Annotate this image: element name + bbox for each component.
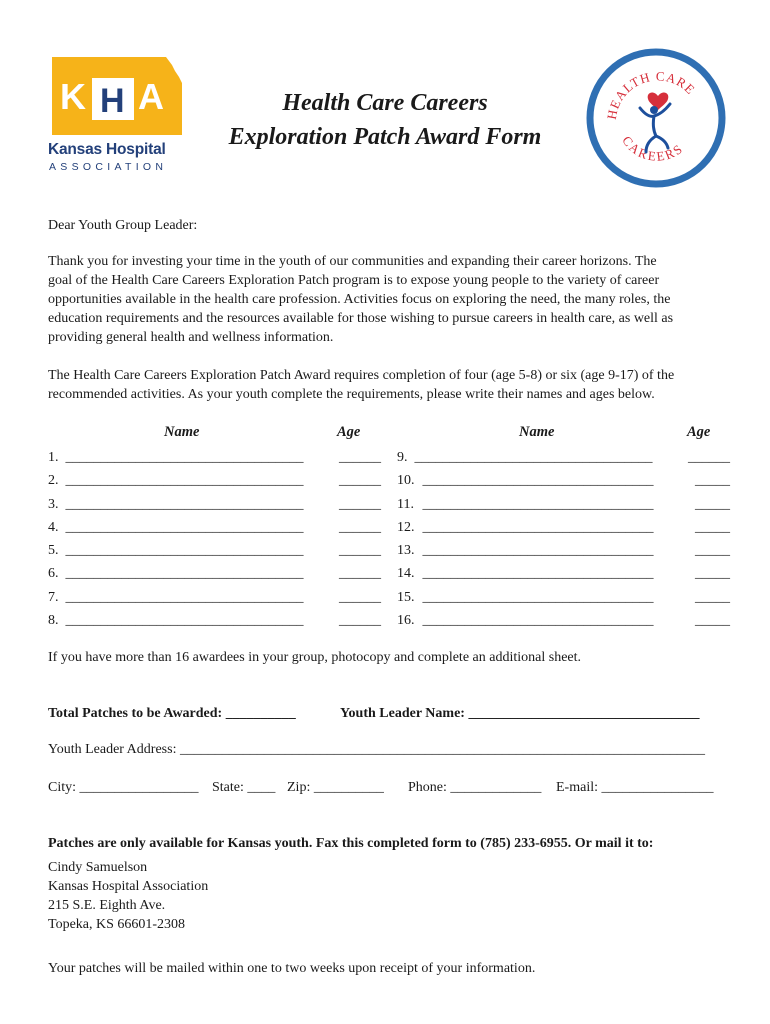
- row-number: 10.: [397, 473, 415, 489]
- row-number: 2.: [48, 473, 59, 489]
- age-blank[interactable]: ______: [339, 613, 381, 629]
- email-field[interactable]: E-mail: ________________: [556, 780, 714, 795]
- seal-bottom-text: CAREERS: [619, 133, 687, 164]
- row-number: 15.: [397, 589, 415, 605]
- name-blank[interactable]: _________________________________: [422, 566, 654, 582]
- age-header-left: Age: [337, 424, 361, 440]
- name-blank[interactable]: _________________________________: [422, 589, 654, 605]
- paragraph-2: [48, 366, 738, 404]
- awardee-row[interactable]: [48, 566, 381, 589]
- row-number: 3.: [48, 496, 59, 512]
- paragraph-1-line: education requirements and the resources available for those wishing to pursue careers in health care, as well as: [48, 311, 674, 326]
- name-blank[interactable]: _________________________________: [422, 519, 654, 535]
- name-blank[interactable]: _________________________________: [422, 613, 654, 629]
- salutation: Dear Youth Group Leader:: [48, 218, 198, 233]
- name-blank[interactable]: _________________________________: [422, 496, 654, 512]
- age-blank[interactable]: ______: [339, 566, 381, 582]
- row-number: 6.: [48, 566, 59, 582]
- name-blank[interactable]: __________________________________: [65, 496, 304, 512]
- zip-field[interactable]: Zip: __________: [287, 780, 384, 795]
- mailing-address-line: 215 S.E. Eighth Ave.: [48, 898, 166, 913]
- awardee-row[interactable]: [397, 590, 730, 613]
- awardee-row[interactable]: [397, 497, 730, 520]
- age-blank[interactable]: ______: [339, 589, 381, 605]
- row-number: 11.: [397, 496, 414, 512]
- age-blank[interactable]: _____: [695, 543, 730, 559]
- youth-leader-address-field[interactable]: Youth Leader Address: ___________________________________________________________________________: [48, 742, 705, 757]
- age-blank[interactable]: _____: [695, 566, 730, 582]
- name-blank[interactable]: __________________________________: [65, 543, 304, 559]
- awardee-row[interactable]: [48, 543, 381, 566]
- paragraph-1-line: goal of the Health Care Careers Exploration Patch program is to expose young people to the variety of career: [48, 273, 660, 288]
- paragraph-1-line: opportunities available in the health care profession. Activities focus on exploring the need, the many roles, the: [48, 292, 671, 307]
- health-care-careers-seal: [586, 48, 726, 188]
- title-line-2: Exploration Patch Award Form: [228, 124, 542, 150]
- health-care-careers-seal-icon: [586, 48, 726, 188]
- row-number: 12.: [397, 519, 415, 535]
- state-field[interactable]: State: ____: [212, 780, 276, 795]
- row-number: 4.: [48, 519, 59, 535]
- awardee-row[interactable]: [397, 473, 730, 496]
- paragraph-1-line: Thank you for investing your time in the youth of our communities and expanding their career horizons. The: [48, 254, 657, 269]
- awardee-list-left: [48, 450, 381, 636]
- row-number: 14.: [397, 566, 415, 582]
- awardee-row[interactable]: [48, 520, 381, 543]
- age-blank[interactable]: _____: [695, 496, 730, 512]
- name-blank[interactable]: __________________________________: [65, 589, 304, 605]
- mailing-notice: Patches are only available for Kansas youth. Fax this completed form to (785) 233-6955. Or mail it to:: [48, 836, 654, 851]
- name-blank[interactable]: __________________________________: [65, 519, 304, 535]
- paragraph-1: [48, 252, 738, 347]
- name-header-right: Name: [519, 424, 555, 440]
- row-number: 16.: [397, 613, 415, 629]
- awardee-row[interactable]: [48, 613, 381, 636]
- row-number: 7.: [48, 589, 59, 605]
- kansas-state-logo-icon: [48, 55, 188, 139]
- phone-field[interactable]: Phone: _____________: [408, 780, 542, 795]
- age-blank[interactable]: ______: [339, 543, 381, 559]
- awardee-row[interactable]: [397, 566, 730, 589]
- svg-text:K: K: [60, 76, 86, 117]
- age-blank[interactable]: ______: [339, 450, 381, 465]
- kha-logo: [48, 55, 188, 177]
- closing-note: Your patches will be mailed within one to two weeks upon receipt of your information.: [48, 961, 536, 976]
- svg-text:A: A: [138, 76, 164, 117]
- row-number: 13.: [397, 543, 415, 559]
- age-blank[interactable]: _____: [695, 613, 730, 629]
- awardee-row[interactable]: [397, 450, 730, 473]
- row-number: 1.: [48, 450, 59, 465]
- age-blank[interactable]: ______: [339, 519, 381, 535]
- age-blank[interactable]: ______: [339, 496, 381, 512]
- name-blank[interactable]: __________________________________: [414, 450, 653, 465]
- row-number: 8.: [48, 613, 59, 629]
- total-patches-field[interactable]: Total Patches to be Awarded: __________: [48, 706, 296, 721]
- mailing-address-line: Cindy Samuelson: [48, 860, 148, 875]
- name-blank[interactable]: __________________________________: [65, 613, 304, 629]
- city-field[interactable]: City: _________________: [48, 780, 199, 795]
- paragraph-2-line: The Health Care Careers Exploration Patch Award requires completion of four (age 5-8) or six (age 9-17) of the: [48, 368, 675, 383]
- kha-name: Kansas Hospital: [48, 141, 166, 158]
- awardee-row[interactable]: [48, 590, 381, 613]
- awardee-list-right: [397, 450, 730, 636]
- paragraph-2-line: recommended activities. As your youth complete the requirements, please write their names and ages below.: [48, 387, 655, 402]
- svg-text:H: H: [100, 82, 125, 120]
- awardee-row[interactable]: [397, 543, 730, 566]
- name-header-left: Name: [164, 424, 200, 440]
- row-number: 5.: [48, 543, 59, 559]
- page-title: [200, 86, 570, 154]
- youth-leader-name-field[interactable]: Youth Leader Name: _________________________________: [340, 706, 700, 721]
- mailing-address: [48, 858, 208, 934]
- awardee-row[interactable]: [397, 520, 730, 543]
- kha-association: ASSOCIATION: [49, 161, 168, 173]
- age-header-right: Age: [687, 424, 711, 440]
- name-blank[interactable]: _________________________________: [422, 543, 654, 559]
- age-blank[interactable]: ______: [688, 450, 730, 465]
- age-blank[interactable]: _____: [695, 589, 730, 605]
- awardee-row[interactable]: [48, 497, 381, 520]
- row-number: 9.: [397, 450, 408, 465]
- seal-top-text: HEALTH CARE: [603, 68, 699, 121]
- name-blank[interactable]: __________________________________: [65, 450, 304, 465]
- paragraph-1-line: providing general health and wellness information.: [48, 330, 334, 345]
- name-blank[interactable]: __________________________________: [65, 566, 304, 582]
- age-blank[interactable]: _____: [695, 473, 730, 489]
- title-line-1: Health Care Careers: [282, 90, 488, 116]
- awardee-row[interactable]: [48, 450, 381, 473]
- mailing-address-line: Topeka, KS 66601-2308: [48, 917, 186, 932]
- awardee-row[interactable]: [397, 613, 730, 636]
- mailing-address-line: Kansas Hospital Association: [48, 879, 209, 894]
- name-blank[interactable]: _________________________________: [422, 473, 654, 489]
- name-blank[interactable]: __________________________________: [65, 473, 304, 489]
- age-blank[interactable]: ______: [339, 473, 381, 489]
- overflow-note: If you have more than 16 awardees in your group, photocopy and complete an additional sheet.: [48, 650, 582, 665]
- age-blank[interactable]: _____: [695, 519, 730, 535]
- awardee-row[interactable]: [48, 473, 381, 496]
